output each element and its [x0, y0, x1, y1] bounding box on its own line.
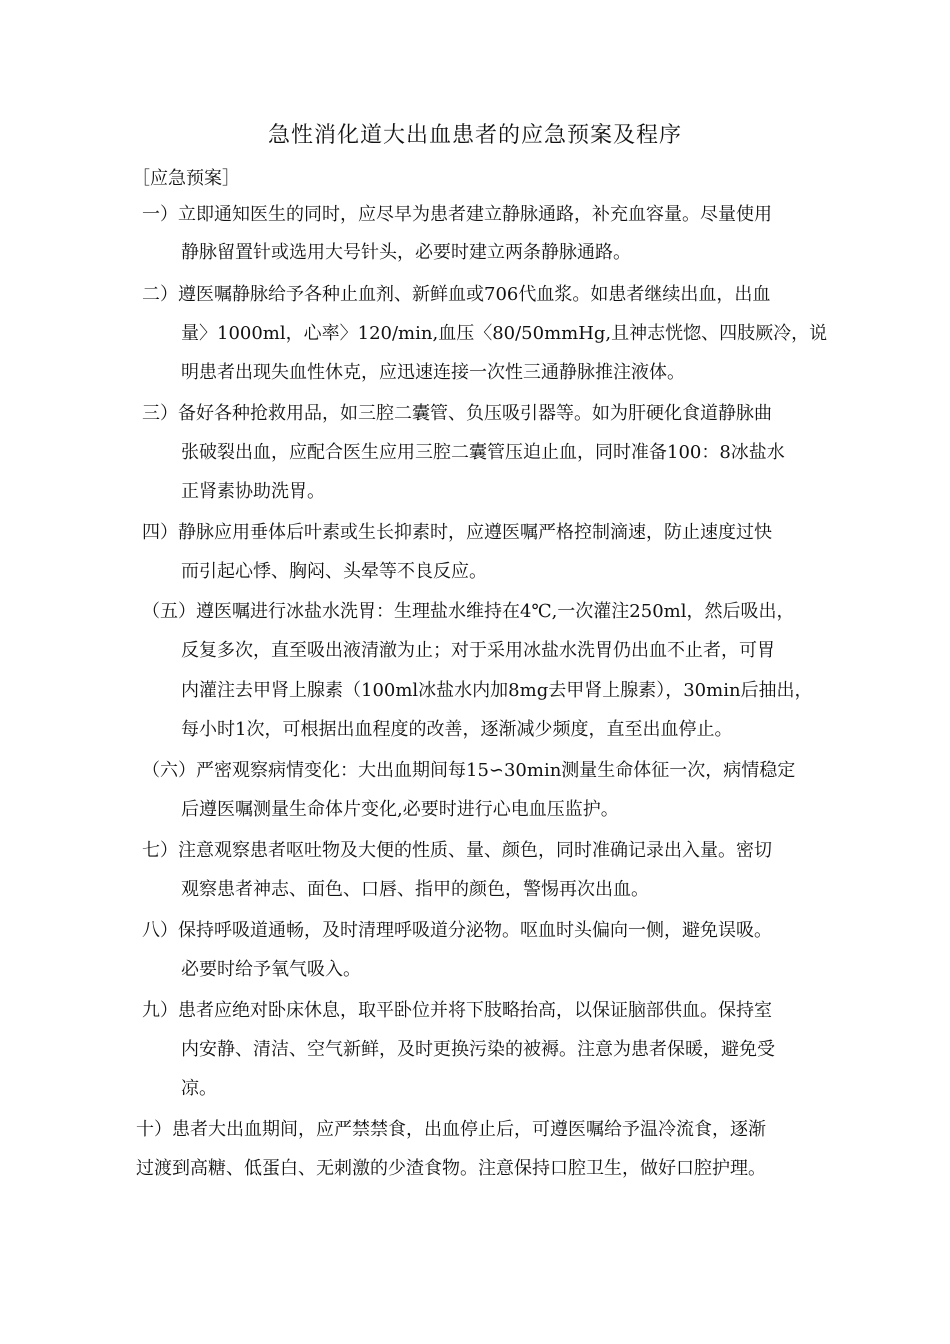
- item-3-line-2: 张破裂出血，应配合医生应用三腔二囊管压迫止血，同时准备100：8冰盐水: [181, 442, 785, 463]
- item-4-line-2: 而引起心悸、胸闷、头晕等不良反应。: [181, 561, 487, 582]
- item-5-line-1: （五）遵医嘱进行冰盐水洗胃：生理盐水维持在4℃,一次灌注250ml，然后吸出，: [142, 601, 795, 622]
- item-9-line-1: 九）患者应绝对卧床休息，取平卧位并将下肢略抬高，以保证脑部供血。保持室: [142, 1000, 772, 1021]
- item-9-line-3: 凉。: [181, 1078, 217, 1099]
- item-1-line-2: 静脉留置针或选用大号针头，必要时建立两条静脉通路。: [181, 242, 631, 263]
- item-2-line-3: 明患者出现失血性休克，应迅速连接一次性三通静脉推注液体。: [181, 362, 685, 383]
- item-6-line-1: （六）严密观察病情变化：大出血期间每15∽30min测量生命体征一次，病情稳定: [142, 760, 796, 781]
- document-title: 急性消化道大出血患者的应急预案及程序: [267, 123, 682, 148]
- item-9-line-2: 内安静、清洁、空气新鲜，及时更换污染的被褥。注意为患者保暖，避免受: [181, 1039, 775, 1060]
- item-3-line-1: 三）备好各种抢救用品，如三腔二囊管、负压吸引器等。如为肝硬化食道静脉曲: [142, 403, 772, 424]
- item-5-line-2: 反复多次，直至吸出液清澈为止；对于采用冰盐水洗胃仍出血不止者，可胃: [181, 640, 775, 661]
- item-1-line-1: 一）立即通知医生的同时，应尽早为患者建立静脉通路，补充血容量。尽量使用: [142, 204, 772, 225]
- item-10-line-2: 过渡到高糖、低蛋白、无刺激的少渣食物。注意保持口腔卫生，做好口腔护理。: [136, 1158, 766, 1179]
- section-heading: ［应急预案］: [132, 168, 240, 189]
- item-10-line-1: 十）患者大出血期间，应严禁禁食，出血停止后，可遵医嘱给予温冷流食，逐渐: [136, 1119, 766, 1140]
- item-2-line-1: 二）遵医嘱静脉给予各种止血剂、新鲜血或706代血浆。如患者继续出血，出血: [142, 284, 771, 305]
- item-3-line-3: 正肾素协助洗胃。: [181, 481, 325, 502]
- item-7-line-2: 观察患者神志、面色、口唇、指甲的颜色，警惕再次出血。: [181, 879, 649, 900]
- item-5-line-3: 内灌注去甲肾上腺素（100ml冰盐水内加8mg去甲肾上腺素），30min后抽出，: [181, 680, 813, 701]
- item-8-line-1: 八）保持呼吸道通畅，及时清理呼吸道分泌物。呕血时头偏向一侧，避免误吸。: [142, 920, 772, 941]
- item-6-line-2: 后遵医嘱测量生命体片变化,必要时进行心电血压监护。: [181, 799, 619, 820]
- item-4-line-1: 四）静脉应用垂体后叶素或生长抑素时，应遵医嘱严格控制滴速，防止速度过快: [142, 522, 772, 543]
- item-2-line-2: 量〉1000ml，心率〉120/min,血压〈80/50mmHg,且神志恍惚、四肢厥冷，说: [181, 323, 828, 344]
- item-8-line-2: 必要时给予氧气吸入。: [181, 959, 361, 980]
- item-5-line-4: 每小时1次，可根据出血程度的改善，逐渐减少频度，直至出血停止。: [181, 719, 733, 740]
- item-7-line-1: 七）注意观察患者呕吐物及大便的性质、量、颜色，同时准确记录出入量。密切: [142, 840, 772, 861]
